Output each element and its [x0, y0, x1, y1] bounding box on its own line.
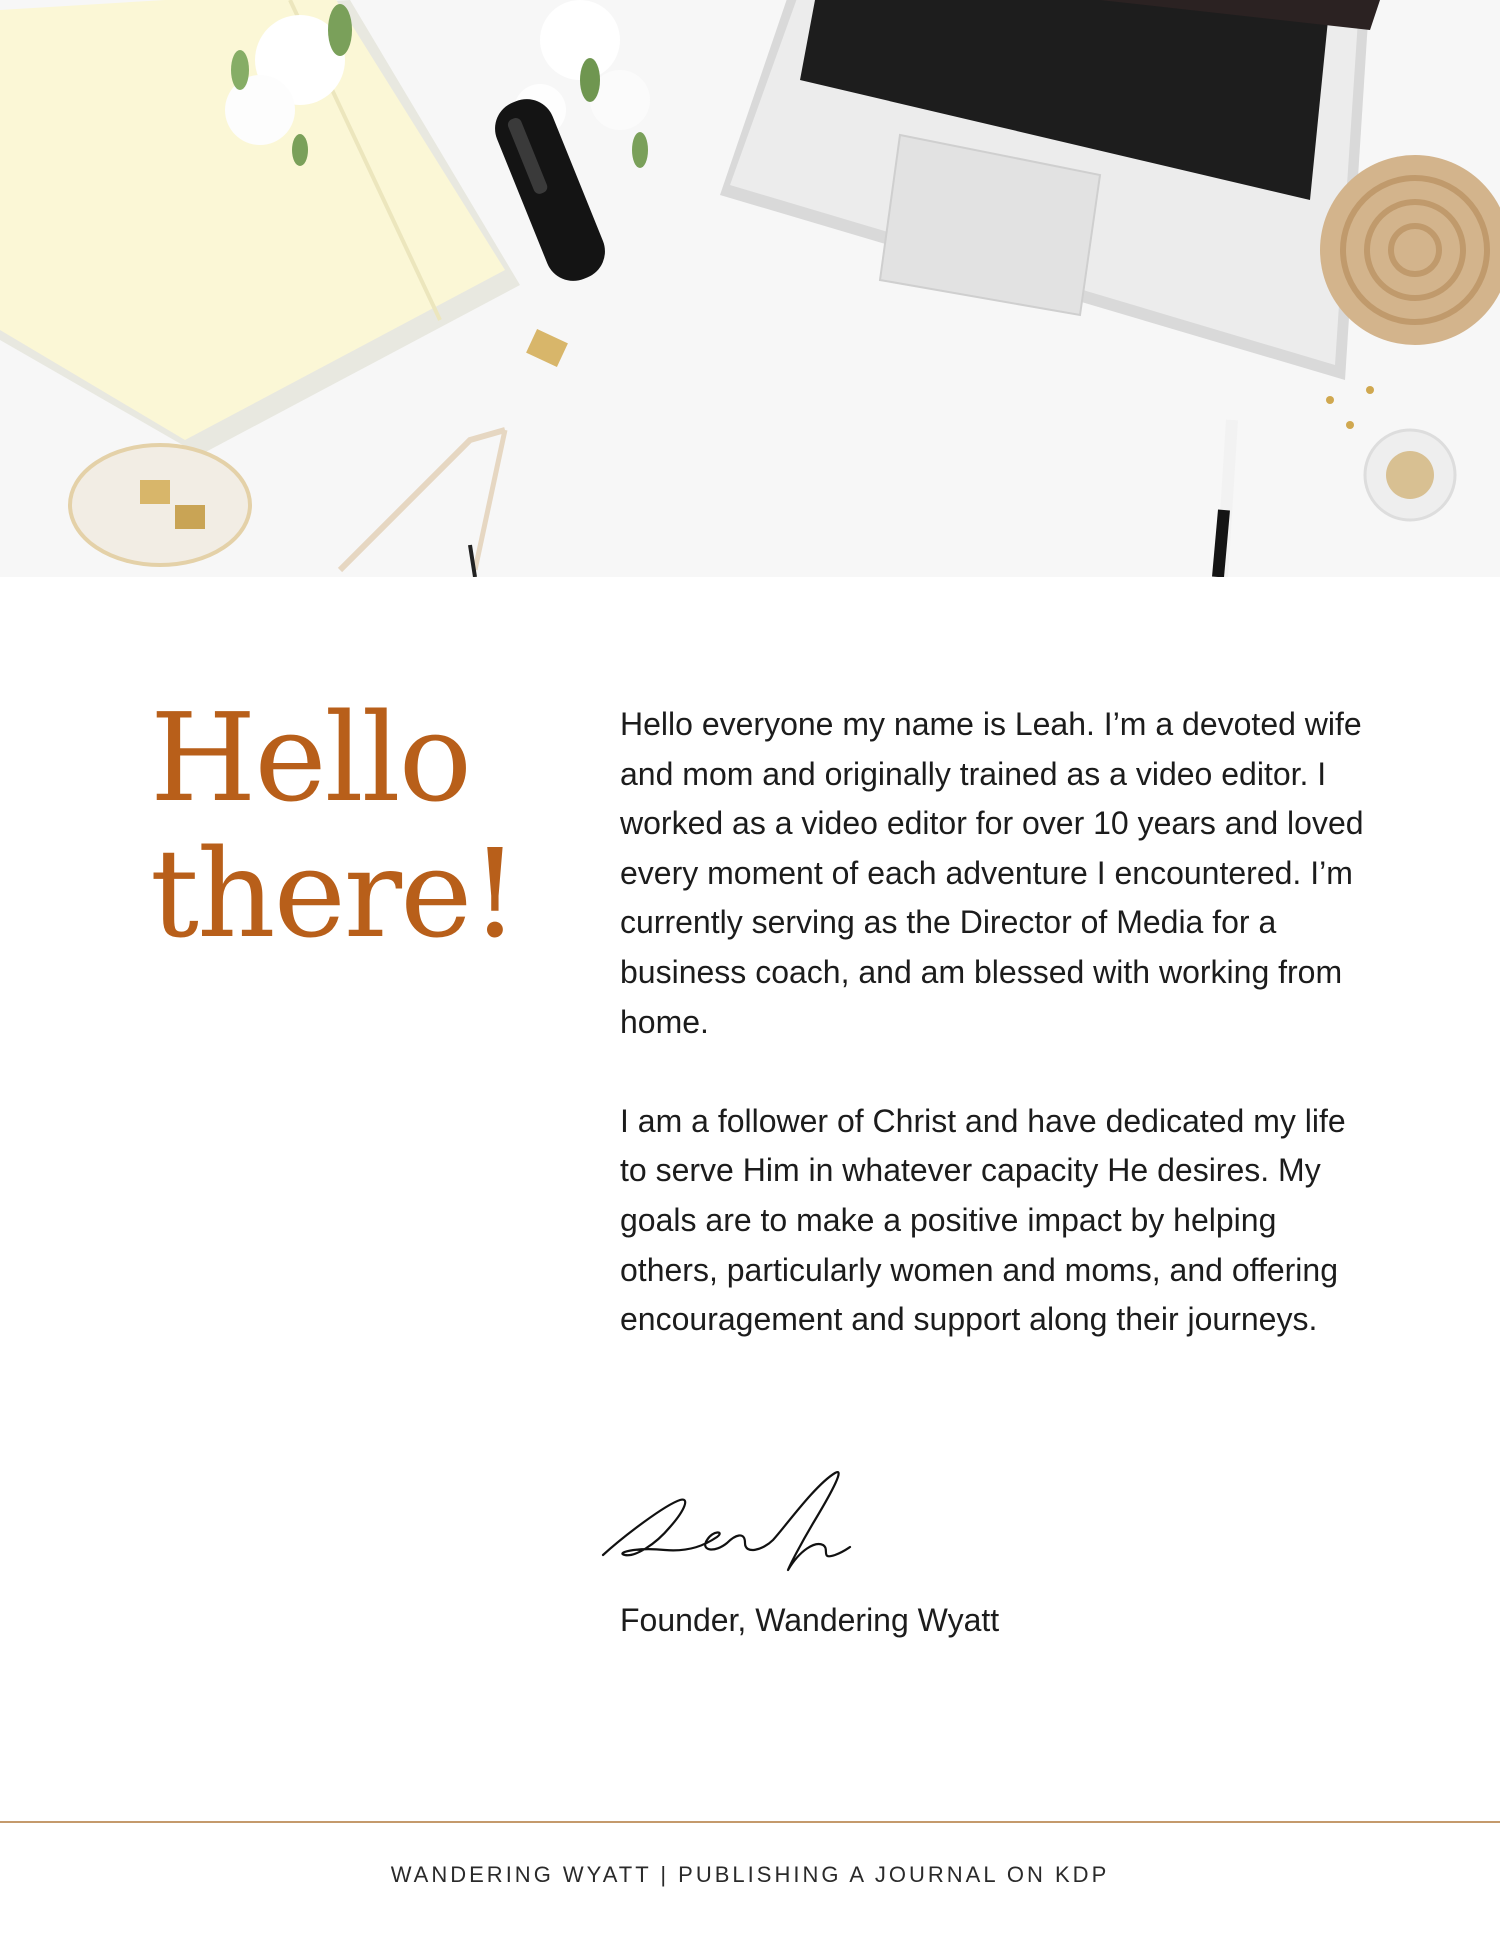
- desk-flatlay-illustration: [0, 0, 1500, 577]
- signer-title: Founder, Wandering Wyatt: [620, 1602, 1000, 1638]
- intro-body: [620, 700, 1380, 1394]
- intro-paragraph-2: I am a follower of Christ and have dedicated my life to serve Him in whatever capacity He desires. My goals are to make a positive impact by helping others, particularly women and moms, and offering encouragement and support along their journeys.: [620, 1102, 1346, 1338]
- footer-divider: [0, 1821, 1500, 1823]
- greeting-line-2: there!: [150, 823, 518, 965]
- hero-desk-photo: [0, 0, 1500, 577]
- footer-text: WANDERING WYATT | PUBLISHING A JOURNAL ON KDP: [390, 1862, 1110, 1887]
- greeting-heading: [150, 687, 518, 965]
- signature-image: [595, 1465, 855, 1585]
- intro-paragraph-1: Hello everyone my name is Leah. I’m a devoted wife and mom and originally trained as a video editor. I worked as a video editor for over 10 years and loved every moment of each adventure I encountered. I’m currently serving as the Director of Media for a business coach, and am blessed with working from home.: [620, 706, 1364, 1040]
- greeting-line-1: Hello: [150, 687, 471, 829]
